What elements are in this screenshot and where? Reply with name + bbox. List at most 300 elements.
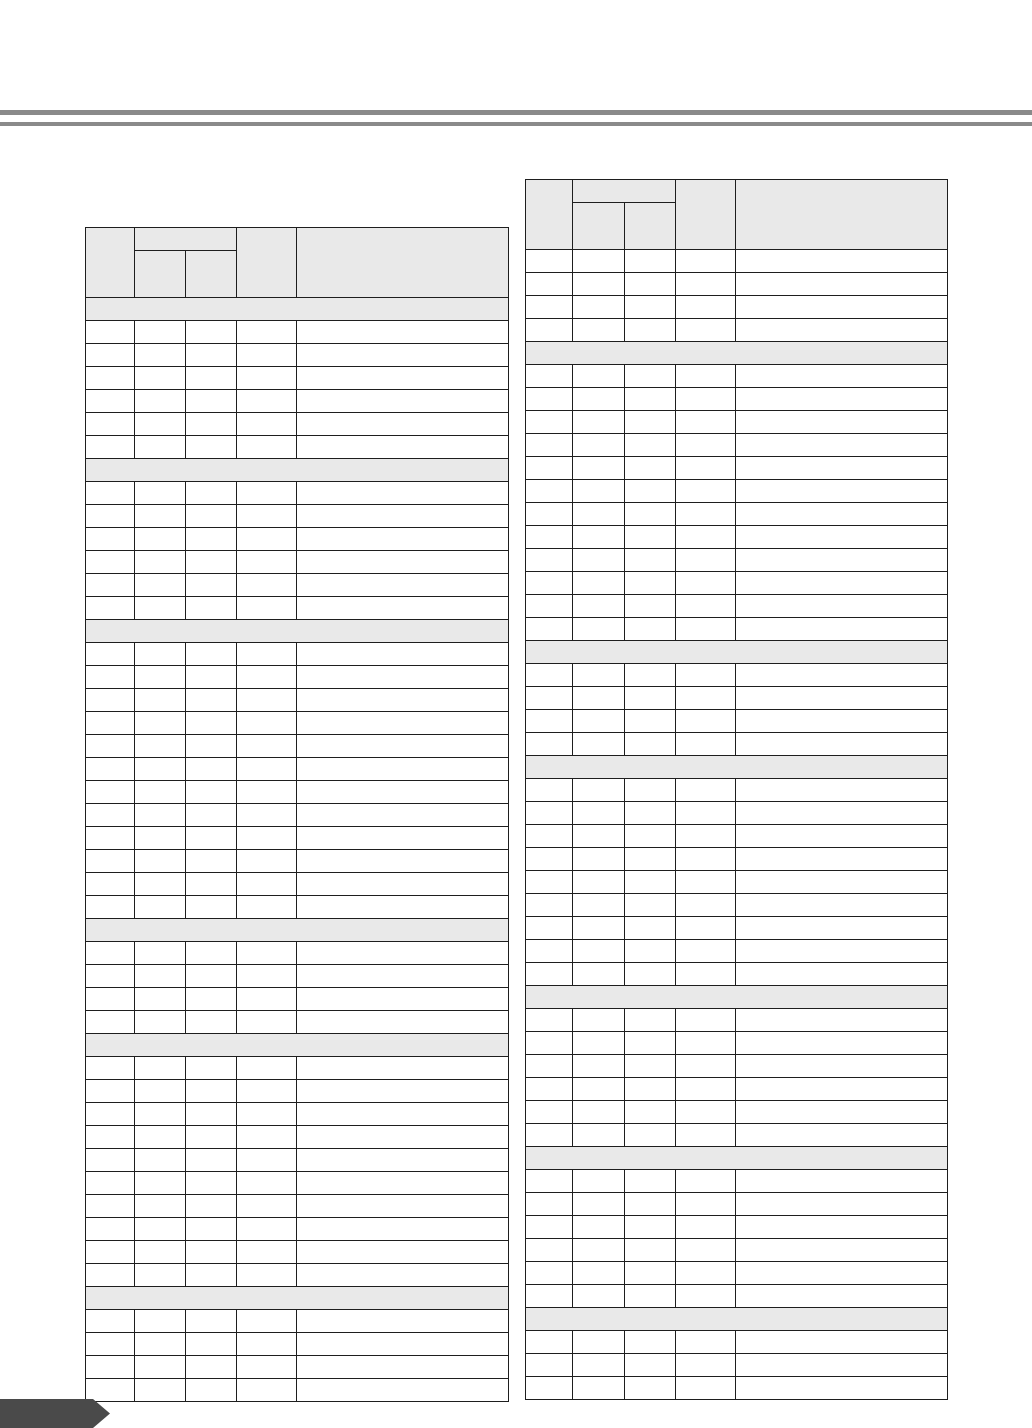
table-cell <box>625 687 676 710</box>
table-cell <box>297 1310 509 1333</box>
table-cell <box>297 1241 509 1264</box>
table-cell <box>237 988 297 1011</box>
table-cell <box>86 367 135 390</box>
table-cell <box>86 758 135 781</box>
table-cell <box>135 551 186 574</box>
table-row <box>526 1101 948 1124</box>
table-cell <box>676 457 736 480</box>
table-cell <box>676 250 736 273</box>
table-cell <box>526 664 573 687</box>
table-row <box>86 1195 509 1218</box>
table-cell <box>625 1239 676 1262</box>
table-cell <box>86 574 135 597</box>
table-row <box>526 802 948 825</box>
table-cell <box>736 319 948 342</box>
table-cell <box>237 1011 297 1034</box>
table-cell <box>526 549 573 572</box>
table-cell <box>676 1009 736 1032</box>
table-cell <box>297 689 509 712</box>
table-cell <box>186 712 237 735</box>
table-cell <box>573 388 625 411</box>
table-cell <box>237 1080 297 1103</box>
table-row <box>86 712 509 735</box>
header-cell-bank-select <box>573 180 676 203</box>
table-cell <box>526 388 573 411</box>
table-cell <box>186 528 237 551</box>
table-row <box>526 963 948 986</box>
voice-list-table-right <box>525 179 948 1400</box>
table-cell <box>135 1011 186 1034</box>
table-cell <box>186 1011 237 1034</box>
table-row <box>86 1011 509 1034</box>
table-cell <box>573 1216 625 1239</box>
table-cell <box>297 1057 509 1080</box>
table-cell <box>186 1333 237 1356</box>
table-cell <box>736 894 948 917</box>
table-row <box>526 687 948 710</box>
table-cell <box>86 1264 135 1287</box>
table-cell <box>135 367 186 390</box>
table-cell <box>186 896 237 919</box>
table-row <box>526 871 948 894</box>
table-cell <box>573 411 625 434</box>
table-cell <box>237 781 297 804</box>
table-cell <box>186 1310 237 1333</box>
table-cell <box>526 365 573 388</box>
table-cell <box>526 1285 573 1308</box>
table-cell <box>526 1216 573 1239</box>
table-cell <box>625 411 676 434</box>
table-cell <box>573 1239 625 1262</box>
table-cell <box>573 296 625 319</box>
table-cell <box>237 436 297 459</box>
table-cell <box>573 480 625 503</box>
table-cell <box>297 666 509 689</box>
table-cell <box>186 1149 237 1172</box>
table-cell <box>573 779 625 802</box>
table-cell <box>526 802 573 825</box>
table-row <box>86 482 509 505</box>
table-cell <box>86 643 135 666</box>
table-cell <box>237 758 297 781</box>
table-cell <box>186 551 237 574</box>
table-cell <box>86 413 135 436</box>
table-cell <box>237 1333 297 1356</box>
table-cell <box>86 1195 135 1218</box>
table-cell <box>625 779 676 802</box>
table-cell <box>625 572 676 595</box>
table-cell <box>297 574 509 597</box>
table-cell <box>625 480 676 503</box>
table-cell <box>573 894 625 917</box>
category-cell <box>526 342 948 365</box>
table-row <box>86 1149 509 1172</box>
table-cell <box>573 710 625 733</box>
table-cell <box>676 1124 736 1147</box>
table-cell <box>676 434 736 457</box>
header-cell-voice-name <box>297 228 509 298</box>
table-row <box>526 572 948 595</box>
table-cell <box>625 365 676 388</box>
table-cell <box>237 597 297 620</box>
table-cell <box>297 528 509 551</box>
table-cell <box>625 1193 676 1216</box>
table-row <box>86 781 509 804</box>
table-cell <box>573 1262 625 1285</box>
table-cell <box>625 894 676 917</box>
table-cell <box>526 733 573 756</box>
table-row <box>86 942 509 965</box>
category-row <box>86 919 509 942</box>
table-cell <box>297 482 509 505</box>
table-cell <box>186 643 237 666</box>
table-cell <box>297 1011 509 1034</box>
table-cell <box>676 365 736 388</box>
table-cell <box>676 1262 736 1285</box>
table-cell <box>526 411 573 434</box>
table-cell <box>186 574 237 597</box>
table-row <box>86 413 509 436</box>
table-cell <box>736 250 948 273</box>
table-cell <box>676 503 736 526</box>
table-cell <box>297 390 509 413</box>
table-cell <box>625 1032 676 1055</box>
table-cell <box>573 1377 625 1400</box>
table-cell <box>736 710 948 733</box>
table-row <box>526 1124 948 1147</box>
table-row <box>86 1080 509 1103</box>
table-row <box>526 710 948 733</box>
table-cell <box>736 457 948 480</box>
category-cell <box>86 298 509 321</box>
category-row <box>86 1287 509 1310</box>
table-cell <box>297 850 509 873</box>
table-row <box>526 434 948 457</box>
table-cell <box>135 344 186 367</box>
table-cell <box>237 1057 297 1080</box>
table-row <box>86 1379 509 1402</box>
table-cell <box>186 505 237 528</box>
table-cell <box>297 873 509 896</box>
table-cell <box>86 1172 135 1195</box>
table-cell <box>676 871 736 894</box>
table-cell <box>86 1310 135 1333</box>
table-row <box>86 1172 509 1195</box>
table-cell <box>736 1262 948 1285</box>
table-cell <box>86 1126 135 1149</box>
table-cell <box>676 549 736 572</box>
table-cell <box>297 896 509 919</box>
table-cell <box>526 940 573 963</box>
table-cell <box>676 1193 736 1216</box>
table-cell <box>736 388 948 411</box>
table-cell <box>297 1103 509 1126</box>
table-row <box>526 618 948 641</box>
table-cell <box>237 321 297 344</box>
table-cell <box>625 618 676 641</box>
table-cell <box>135 942 186 965</box>
table-cell <box>297 1218 509 1241</box>
table-cell <box>186 666 237 689</box>
table-cell <box>676 687 736 710</box>
table-cell <box>676 526 736 549</box>
table-cell <box>736 273 948 296</box>
category-row <box>526 986 948 1009</box>
table-row <box>526 1193 948 1216</box>
table-cell <box>676 917 736 940</box>
table-cell <box>526 779 573 802</box>
table-cell <box>573 457 625 480</box>
table-cell <box>86 436 135 459</box>
table-row <box>526 1239 948 1262</box>
table-row <box>526 549 948 572</box>
table-cell <box>625 733 676 756</box>
table-cell <box>86 597 135 620</box>
table-cell <box>297 827 509 850</box>
table-cell <box>526 871 573 894</box>
table-cell <box>625 434 676 457</box>
table-cell <box>86 344 135 367</box>
table-cell <box>573 802 625 825</box>
table-cell <box>135 643 186 666</box>
table-cell <box>237 965 297 988</box>
table-cell <box>135 436 186 459</box>
table-cell <box>736 848 948 871</box>
header-cell-voice-name <box>736 180 948 250</box>
table-cell <box>526 1055 573 1078</box>
table-cell <box>186 1264 237 1287</box>
table-row <box>526 1032 948 1055</box>
table-row <box>86 735 509 758</box>
table-cell <box>736 1239 948 1262</box>
table-cell <box>573 871 625 894</box>
table-cell <box>736 549 948 572</box>
table-cell <box>237 1218 297 1241</box>
table-cell <box>135 1379 186 1402</box>
table-cell <box>186 413 237 436</box>
category-cell <box>86 1287 509 1310</box>
table-row <box>526 1055 948 1078</box>
table-row <box>86 505 509 528</box>
category-row <box>86 459 509 482</box>
table-cell <box>573 365 625 388</box>
table-row <box>526 388 948 411</box>
table-cell <box>135 1195 186 1218</box>
table-cell <box>135 482 186 505</box>
table-cell <box>625 250 676 273</box>
table-cell <box>186 597 237 620</box>
table-cell <box>186 1195 237 1218</box>
table-cell <box>573 618 625 641</box>
table-cell <box>526 1239 573 1262</box>
table-cell <box>625 1354 676 1377</box>
table-cell <box>625 1009 676 1032</box>
table-cell <box>526 1170 573 1193</box>
table-row <box>86 551 509 574</box>
table-row <box>526 457 948 480</box>
table-cell <box>625 595 676 618</box>
header-rule-thick <box>0 110 1032 115</box>
table-cell <box>573 1170 625 1193</box>
table-cell <box>573 940 625 963</box>
table-cell <box>526 710 573 733</box>
table-cell <box>237 735 297 758</box>
table-row <box>526 1009 948 1032</box>
table-cell <box>676 1239 736 1262</box>
table-cell <box>86 390 135 413</box>
table-cell <box>573 1354 625 1377</box>
table-row <box>526 273 948 296</box>
table-cell <box>736 480 948 503</box>
table-cell <box>625 549 676 572</box>
table-row <box>86 827 509 850</box>
table-cell <box>526 917 573 940</box>
table-cell <box>135 597 186 620</box>
table-cell <box>573 687 625 710</box>
table-cell <box>135 1057 186 1080</box>
table-cell <box>297 1195 509 1218</box>
table-cell <box>676 848 736 871</box>
table-cell <box>135 505 186 528</box>
table-cell <box>526 595 573 618</box>
table-cell <box>86 988 135 1011</box>
table-cell <box>573 825 625 848</box>
table-cell <box>135 1149 186 1172</box>
table-cell <box>625 1170 676 1193</box>
table-cell <box>526 894 573 917</box>
table-row <box>526 250 948 273</box>
table-cell <box>573 503 625 526</box>
table-cell <box>736 1032 948 1055</box>
table-row <box>526 940 948 963</box>
header-cell-bank-select <box>135 228 237 251</box>
table-cell <box>736 1078 948 1101</box>
table-row <box>526 1262 948 1285</box>
table-cell <box>736 434 948 457</box>
table-row <box>526 1170 948 1193</box>
table-row <box>86 689 509 712</box>
table-cell <box>625 802 676 825</box>
table-cell <box>186 804 237 827</box>
category-row <box>86 298 509 321</box>
table-cell <box>573 1078 625 1101</box>
table-cell <box>676 1285 736 1308</box>
table-cell <box>526 1331 573 1354</box>
table-cell <box>573 963 625 986</box>
table-cell <box>135 321 186 344</box>
table-row <box>526 825 948 848</box>
table-row <box>526 733 948 756</box>
table-cell <box>625 273 676 296</box>
table-cell <box>526 963 573 986</box>
page-number-tab <box>0 1399 110 1428</box>
table-row <box>86 804 509 827</box>
table-cell <box>237 827 297 850</box>
table-cell <box>237 344 297 367</box>
table-cell <box>625 296 676 319</box>
table-cell <box>135 873 186 896</box>
table-cell <box>237 1172 297 1195</box>
table-cell <box>237 1356 297 1379</box>
table-cell <box>237 666 297 689</box>
table-row <box>526 595 948 618</box>
table-cell <box>297 1379 509 1402</box>
table-cell <box>526 434 573 457</box>
table-cell <box>526 503 573 526</box>
table-cell <box>736 503 948 526</box>
table-cell <box>625 871 676 894</box>
category-cell <box>526 1147 948 1170</box>
table-cell <box>676 1032 736 1055</box>
table-cell <box>573 549 625 572</box>
table-cell <box>297 597 509 620</box>
table-row <box>526 1377 948 1400</box>
table-body <box>526 250 948 1400</box>
table-cell <box>625 825 676 848</box>
table-cell <box>237 1149 297 1172</box>
category-row <box>86 620 509 643</box>
table-cell <box>297 321 509 344</box>
table-cell <box>86 1011 135 1034</box>
table-cell <box>135 850 186 873</box>
table-cell <box>736 664 948 687</box>
table-cell <box>297 344 509 367</box>
table-cell <box>186 1080 237 1103</box>
table-row <box>86 1241 509 1264</box>
table-cell <box>186 1379 237 1402</box>
table-cell <box>297 804 509 827</box>
table-cell <box>86 528 135 551</box>
table-cell <box>676 779 736 802</box>
table-cell <box>86 1356 135 1379</box>
table-row <box>86 666 509 689</box>
table-cell <box>186 735 237 758</box>
table-cell <box>186 689 237 712</box>
table-cell <box>135 574 186 597</box>
category-row <box>526 756 948 779</box>
category-row <box>526 641 948 664</box>
table-cell <box>135 1333 186 1356</box>
table-row <box>86 1126 509 1149</box>
table-cell <box>625 1124 676 1147</box>
category-cell <box>526 1308 948 1331</box>
table-cell <box>625 963 676 986</box>
table-row <box>526 917 948 940</box>
table-cell <box>625 1262 676 1285</box>
table-cell <box>237 804 297 827</box>
table-cell <box>135 1264 186 1287</box>
table-cell <box>86 896 135 919</box>
table-cell <box>526 250 573 273</box>
table-cell <box>676 733 736 756</box>
table-cell <box>86 735 135 758</box>
table-cell <box>186 942 237 965</box>
table-cell <box>625 503 676 526</box>
table-cell <box>625 1285 676 1308</box>
table-cell <box>297 965 509 988</box>
table-cell <box>86 505 135 528</box>
table-row <box>86 390 509 413</box>
table-cell <box>135 896 186 919</box>
table-row <box>526 503 948 526</box>
table-cell <box>135 413 186 436</box>
table-cell <box>676 319 736 342</box>
table-cell <box>297 551 509 574</box>
table-cell <box>297 367 509 390</box>
table-row <box>526 779 948 802</box>
table-row <box>86 597 509 620</box>
table-cell <box>86 942 135 965</box>
